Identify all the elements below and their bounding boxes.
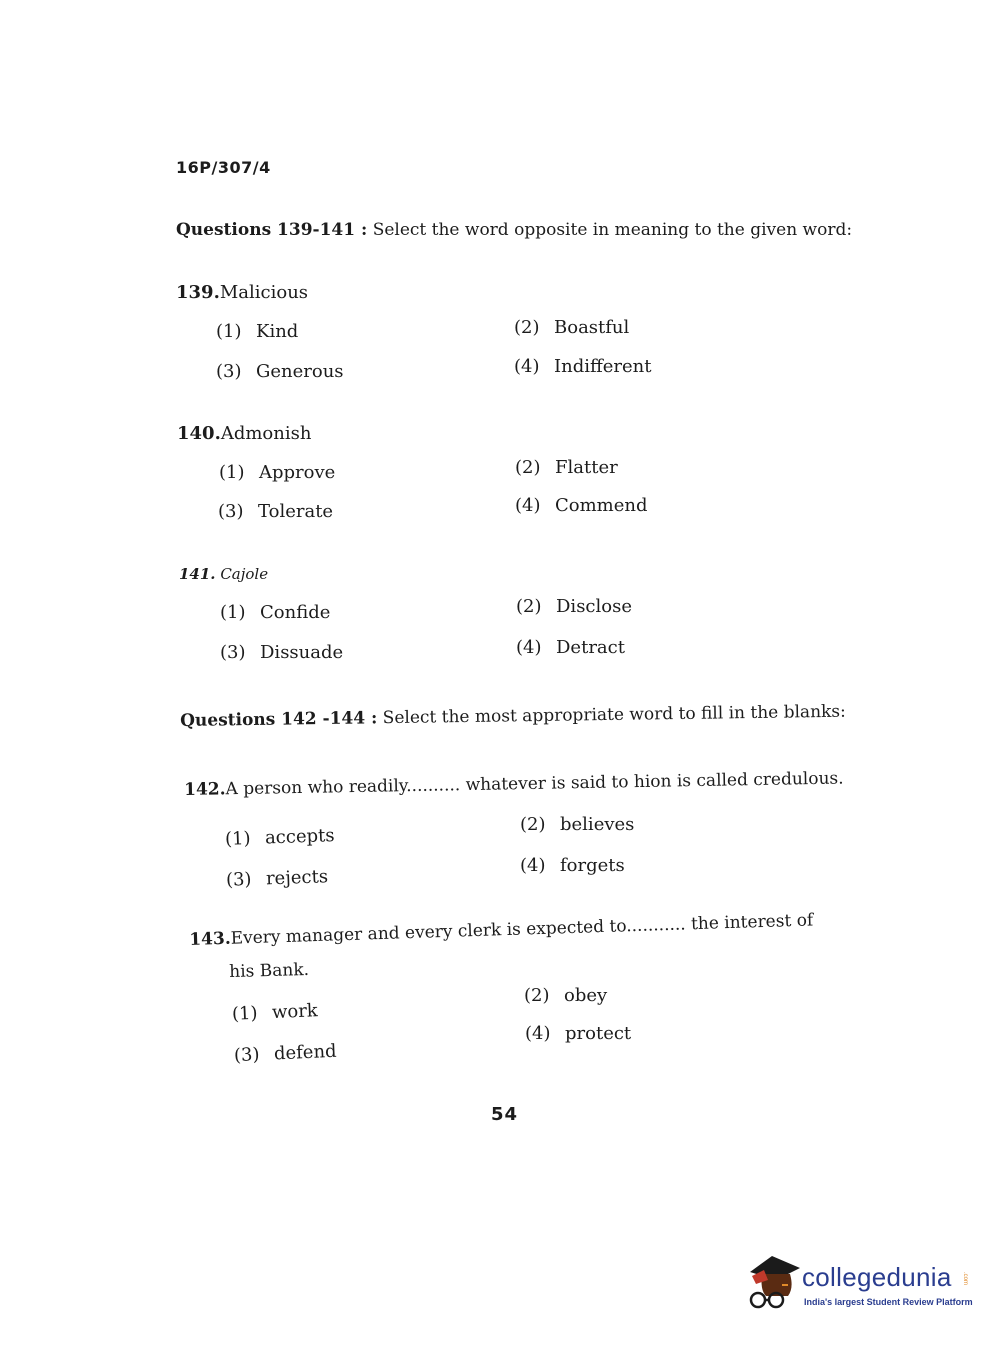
option-142-3	[226, 866, 329, 891]
logo-domain: .com	[962, 1272, 968, 1286]
option-141-4	[516, 637, 625, 658]
question-text: Malicious	[219, 282, 309, 303]
option-number: (2)	[524, 985, 550, 1006]
option-text: forgets	[560, 855, 625, 876]
option-number: (3)	[216, 361, 242, 382]
option-text: Tolerate	[258, 501, 334, 522]
collegedunia-logo	[742, 1250, 972, 1320]
option-text: Generous	[256, 361, 344, 382]
question-text: Admonish	[220, 423, 312, 444]
option-number: (4)	[514, 356, 540, 377]
question-141	[179, 565, 268, 583]
option-text: obey	[564, 985, 608, 1006]
question-142	[184, 768, 844, 800]
option-number: (1)	[216, 321, 242, 342]
option-text: Confide	[260, 602, 331, 623]
logo-wordmark: collegedunia	[802, 1262, 952, 1292]
section-instruction-139-141	[176, 220, 852, 240]
option-number: (2)	[516, 596, 542, 617]
question-number: 143.	[189, 928, 232, 950]
question-number: 140.	[177, 423, 221, 444]
option-139-4	[514, 356, 652, 377]
option-141-2	[516, 596, 632, 617]
option-number: (4)	[525, 1023, 551, 1044]
question-143-line2: his Bank.	[229, 959, 310, 982]
option-text: Detract	[556, 637, 625, 658]
option-140-1	[219, 462, 335, 483]
section-instruction-142-144	[180, 702, 846, 731]
option-139-1	[216, 321, 298, 342]
option-text: work	[271, 1000, 319, 1024]
question-number: 139.	[176, 282, 220, 303]
option-number: (3)	[233, 1044, 260, 1067]
option-number: (1)	[231, 1002, 258, 1025]
option-text: rejects	[265, 866, 329, 890]
option-text: accepts	[264, 825, 335, 849]
option-number: (2)	[515, 457, 541, 478]
mascot-icon	[742, 1250, 802, 1320]
section-text: Select the word opposite in meaning to the given word:	[372, 220, 853, 240]
option-139-3	[216, 361, 344, 382]
option-140-3	[218, 501, 333, 522]
option-text: protect	[565, 1023, 632, 1044]
option-text: Flatter	[555, 457, 618, 478]
option-number: (1)	[220, 602, 246, 623]
option-143-2	[524, 985, 607, 1006]
option-142-4	[520, 855, 625, 876]
option-text: Dissuade	[260, 642, 344, 663]
option-number: (4)	[516, 637, 542, 658]
option-141-3	[220, 642, 343, 663]
question-143	[189, 910, 813, 950]
option-143-1	[232, 1000, 319, 1025]
option-143-3	[234, 1041, 337, 1066]
option-number: (3)	[220, 642, 246, 663]
option-140-4	[515, 495, 648, 516]
option-142-1	[225, 825, 335, 850]
option-text: Kind	[256, 321, 299, 342]
option-text: Approve	[259, 462, 336, 483]
option-text: Commend	[555, 495, 648, 516]
option-text: defend	[273, 1040, 338, 1065]
question-140	[177, 423, 311, 444]
option-number: (2)	[514, 317, 540, 338]
option-number: (1)	[219, 462, 245, 483]
option-number: (4)	[515, 495, 541, 516]
question-number: 141.	[179, 565, 216, 583]
option-text: Disclose	[556, 596, 632, 617]
section-label: Questions 139-141 :	[176, 220, 368, 240]
option-number: (4)	[520, 855, 546, 876]
option-number: (3)	[225, 868, 252, 891]
option-142-2	[520, 814, 634, 835]
option-text: believes	[560, 814, 635, 835]
question-text: A person who readily.......... whatever is said to hion is called credulous.	[225, 768, 844, 800]
option-number: (2)	[520, 814, 546, 835]
option-143-4	[525, 1023, 631, 1044]
paper-code: 16P/307/4	[176, 158, 271, 177]
option-139-2	[514, 317, 629, 338]
option-number: (1)	[224, 828, 251, 850]
section-text: Select the most appropriate word to fill in the blanks:	[382, 701, 846, 729]
question-139	[176, 282, 308, 303]
section-label: Questions 142 -144 :	[180, 708, 378, 731]
option-number: (3)	[218, 501, 244, 522]
question-text: Every manager and every clerk is expected to........... the interest of	[230, 910, 814, 949]
option-text: Indifferent	[554, 356, 652, 377]
question-number: 142.	[184, 779, 226, 800]
question-text: Cajole	[220, 565, 269, 583]
option-140-2	[515, 457, 618, 478]
option-text: Boastful	[554, 317, 630, 338]
option-141-1	[220, 602, 330, 623]
page-number: 54	[491, 1104, 519, 1125]
logo-tagline: India's largest Student Review Platform	[804, 1297, 973, 1307]
